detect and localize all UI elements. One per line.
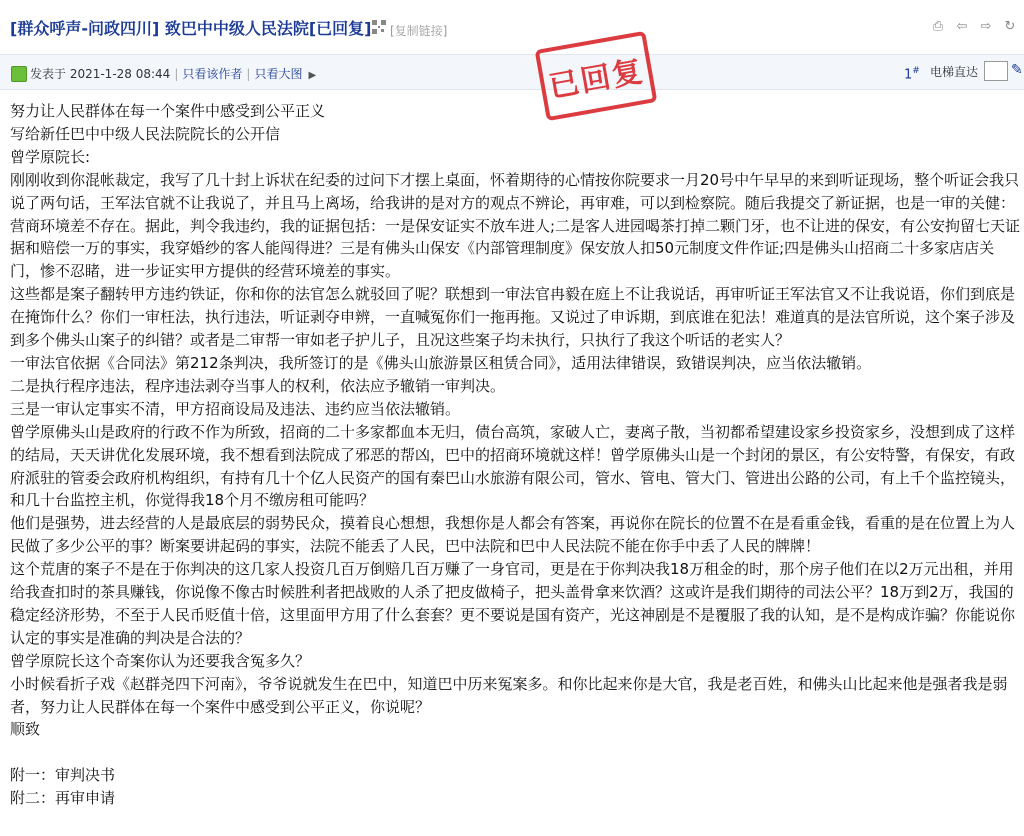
elevator-label: 电梯直达 [930,65,979,79]
floor-suffix: # [912,66,920,76]
body-paragraph: 三是一审认定事实不清，甲方招商设局及违法、违约应当依法辙销。 [10,399,461,418]
post-meta-bar [0,54,1024,90]
qr-code-icon[interactable] [372,20,386,34]
elevator-input[interactable] [984,61,1008,81]
floor-number[interactable] [904,66,920,82]
replied-stamp: 已回复 [535,31,658,121]
thread-title-text: 致巴中中级人民法院[已回复] [164,19,372,38]
attachment-2: 附二：再审申请 [10,789,116,808]
thread-category-link[interactable]: [群众呼声-问政四川] [10,19,160,38]
body-paragraph: 小时候看折子戏《赵群尧四下河南》，爷爷说就发生在巴中，知道巴中历来冤案多。和你比起来你是大官，我是老百姓，和佛头山比起来他是强者我是弱者，努力让人民群体在每一个案件中感受到公平正义，你说呢？ [10,674,1008,716]
print-icon[interactable]: ⎙ [932,19,944,34]
body-paragraph: 他们是强势，进去经营的人是最底层的弱势民众，摸着良心想想，我想你是人都会有答案，再说你在院长的位置不在是看重金钱，看重的是在位置上为人民做了多少公平的事？断案要讲起码的事实，法院不能丢了人民，巴中法院和巴中人民法院不能在你手中丢了人民的牌牌！ [10,514,1016,556]
next-thread-icon[interactable]: ⇨ [980,19,992,34]
refresh-icon[interactable]: ↻ [1004,19,1016,34]
post-date: 发表于 2021-1-28 08:44 [30,67,171,81]
prev-thread-icon[interactable]: ⇦ [956,19,968,34]
body-paragraph: 曾学原院长: [10,147,91,166]
floor-number-value: 1 [904,67,913,83]
online-status-icon [11,66,27,82]
play-arrow-icon[interactable]: ▶ [308,70,317,81]
copy-link-button[interactable]: [复制链接] [390,24,448,38]
author-only-link[interactable]: 只看该作者 [182,67,243,81]
attachment-1: 附一：审判决书 [10,766,116,785]
big-image-link[interactable]: 只看大图 [254,67,303,81]
body-paragraph: 写给新任巴中中级人民法院院长的公开信 [10,124,281,143]
body-paragraph: 二是执行程序违法，程序违法剥夺当事人的权利，依法应予辙销一审判决。 [10,376,506,395]
thread-header [0,0,1024,55]
body-paragraph: 这个荒唐的案子不是在于你判决的这几家人投资几百万倒赔几百万赚了一身官司，更是在于你判决我18万租金的时，那个房子他们在以2万元出租，并用给我查扣时的茶具赚钱，你说像不像古时候胜利者把战败的人杀了把皮做椅子，把头盖骨拿来饮酒？这或许是我们期待的司法公平？18万到2万，我国的稳定经济形势，不至于人民币贬值十倍，这里面甲方用了什么套套？更不要说是国有资产，光这神剧是不是覆服了我的认知，是不是构成诈骗？你能说你认定的事实是准确的判决是合法的？ [10,560,1016,647]
body-paragraph: 曾学原佛头山是政府的行政不作为所致，招商的二十多家都血本无归，债台高筑，家破人亡，妻离子散，当初都希望建设家乡投资家乡，没想到成了这样的结局，天天讲优化发展环境，我不想看到法院成了邪恶的帮凶，巴中的招商环境就这样！曾学原佛头山是一个封闭的景区，有公安特警，有保安，有政府派驻的管委会政府机构组织，有持有几十个亿人民资产的国有秦巴山水旅游有限公司，管水、管电、管大门、管进出公路的公司，有上千个监控镜头，和几十台监控主机，你觉得我18个月不缴房租可能吗？ [10,422,1016,510]
wrench-icon[interactable]: ✎ [1011,62,1023,78]
body-paragraph: 顺致 [10,720,41,739]
thread-title [10,16,372,39]
post-meta: 发表于 2021-1-28 08:44 | 只看该作者 | 只看大图 ▶ [30,67,317,81]
body-paragraph: 刚刚收到你混帐裁定，我写了几十封上诉状在纪委的过问下才摆上桌面，怀着期待的心情按你院要求一月20号中午早早的来到听证现场，整个听证会我只说了两句话，王军法官就不让我说了，并且马上离场，给我讲的是对方的观点不辨论，再审难，可以到检察院。随后我提交了新证据，也是一审的关健：营商环境差不存在。据此，判令我违约，我的证据包括：一是保安证实不放车进人;二是客人进园喝茶打掉二颗门牙，也不让进的保安，有公安拘留七天证据和赔偿一万的事实，我穿婚纱的客人能闯得进？三是有佛头山保安《内部管理制度》保安放人扣50元制度文件作证;四是佛头山招商二十多家店店关门，惨不忍睹，进一步证实甲方提供的经营环境差的事实。 [10,170,1021,281]
body-paragraph: 曾学原院长这个奇案你认为还要我含冤多久？ [10,651,311,670]
blank-line [10,741,1022,764]
post-content [10,100,1022,810]
body-paragraph: 一审法官依据《合同法》第212条判决，我所签订的是《佛头山旅游景区租赁合同》，适用法律错误，致错误判决，应当依法辙销。 [10,353,872,372]
body-paragraph: 努力让人民群体在每一个案件中感受到公平正义 [10,102,326,120]
thread-tools [930,20,1018,34]
body-paragraph: 这些都是案子翻转甲方违约铁证，你和你的法官怎么就驳回了呢？联想到一审法官冉毅在庭上不让我说话，再审听证王军法官又不让我说语，你们到底是在掩饰什么？你们一审枉法，执行违法，听证剥夺申辨，一直喊冤你们一拖再拖。又说过了申诉期，到底谁在犯法！难道真的是法官所说，这个案子涉及到多个佛头山案子的纠错？或者是二审帮一审如老子护儿子，且况这些案子均未执行，只执行了我这个听话的老实人？ [10,285,1016,350]
